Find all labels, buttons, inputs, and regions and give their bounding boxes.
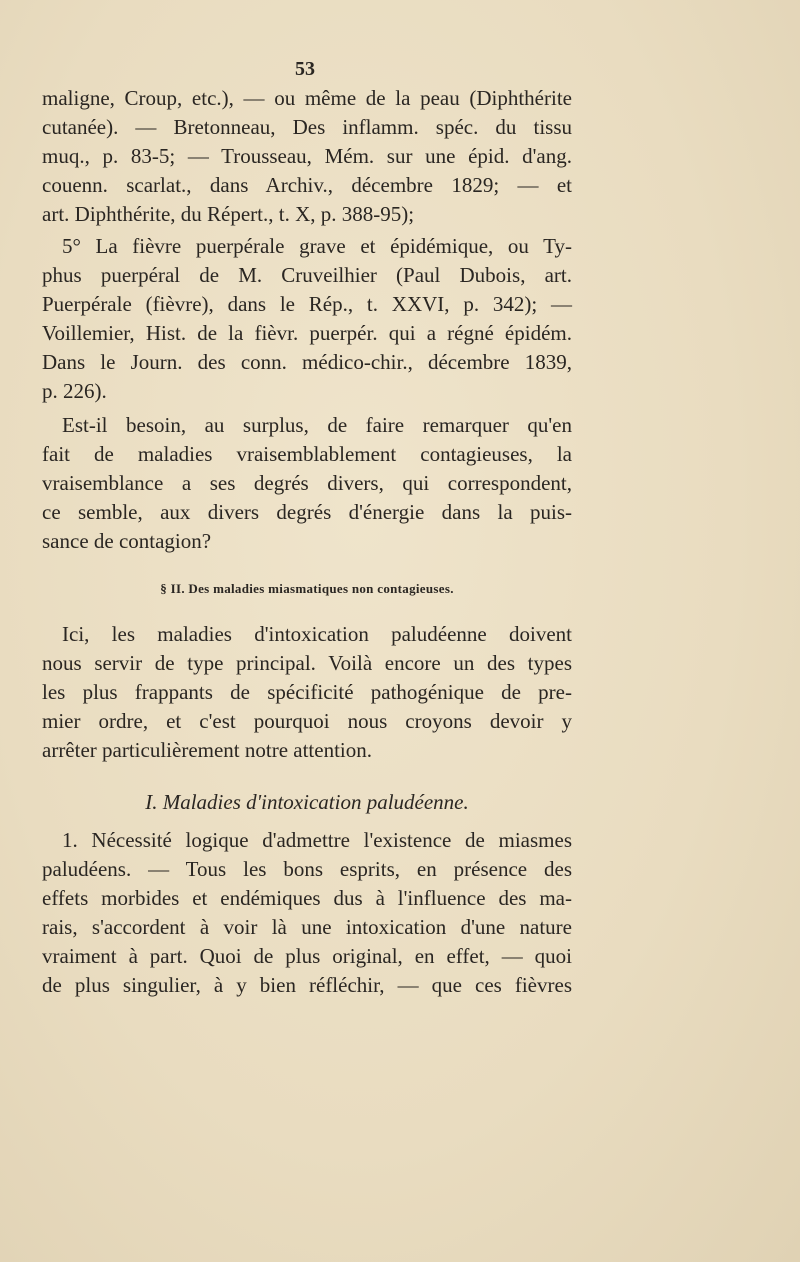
text-line: p. 226).	[42, 379, 107, 403]
text-line: Dans le Journ. des conn. médico-chir., décembre 1839,	[42, 350, 572, 374]
text-line: vraiment à part. Quoi de plus original, en effet, — quoi	[42, 944, 572, 968]
text-line: de plus singulier, à y bien réfléchir, — que ces fièvres	[42, 973, 572, 997]
text-line: vraisemblance a ses degrés divers, qui correspondent,	[42, 471, 572, 495]
text-line: les plus frappants de spécificité pathogénique de pre-	[42, 680, 572, 704]
text-line: cutanée). — Bretonneau, Des inflamm. spéc. du tissu	[42, 115, 572, 139]
subheading: I. Maladies d'intoxication paludéenne.	[145, 790, 469, 814]
text-line: ce semble, aux divers degrés d'énergie dans la puis-	[42, 500, 572, 524]
paragraph-contagion	[42, 411, 572, 556]
text-line: 1. Nécessité logique d'admettre l'existence de miasmes	[62, 828, 572, 852]
text-line: Ici, les maladies d'intoxication paludéenne doivent	[62, 622, 572, 646]
text-line: paludéens. — Tous les bons esprits, en présence des	[42, 857, 572, 881]
text-line: maligne, Croup, etc.), — ou même de la peau (Diphthérite	[42, 86, 572, 110]
text-line: phus puerpéral de M. Cruveilhier (Paul Dubois, art.	[42, 263, 572, 287]
section-title: § II. Des maladies miasmatiques non contagieuses.	[160, 581, 454, 596]
text-line: Puerpérale (fièvre), dans le Rép., t. XXVI, p. 342); —	[42, 292, 572, 316]
page-number: 53	[295, 58, 315, 80]
text-line: Est-il besoin, au surplus, de faire remarquer qu'en	[62, 413, 572, 437]
text-line: couenn. scarlat., dans Archiv., décembre 1829; — et	[42, 173, 572, 197]
paragraph-miasmes	[42, 826, 572, 1000]
text-line: effets morbides et endémiques dus à l'influence des ma-	[42, 886, 572, 910]
paragraph-diphtheria-refs	[42, 84, 572, 229]
text-line: fait de maladies vraisemblablement contagieuses, la	[42, 442, 572, 466]
paragraph-intoxication	[42, 620, 572, 765]
text-line: 5° La fièvre puerpérale grave et épidémique, ou Ty-	[62, 234, 572, 258]
text-line: rais, s'accordent à voir là une intoxication d'une nature	[42, 915, 572, 939]
text-line: nous servir de type principal. Voilà encore un des types	[42, 651, 572, 675]
text-line: arrêter particulièrement notre attention.	[42, 738, 373, 762]
text-line: art. Diphthérite, du Répert., t. X, p. 388-95);	[42, 202, 415, 226]
text-line: Voillemier, Hist. de la fièvr. puerpér. qui a régné épidém.	[42, 321, 572, 345]
text-line: sance de contagion?	[42, 529, 212, 553]
text-line: muq., p. 83-5; — Trousseau, Mém. sur une épid. d'ang.	[42, 144, 572, 168]
paragraph-puerperal-fever	[42, 232, 572, 406]
text-line: mier ordre, et c'est pourquoi nous croyons devoir y	[42, 709, 572, 733]
